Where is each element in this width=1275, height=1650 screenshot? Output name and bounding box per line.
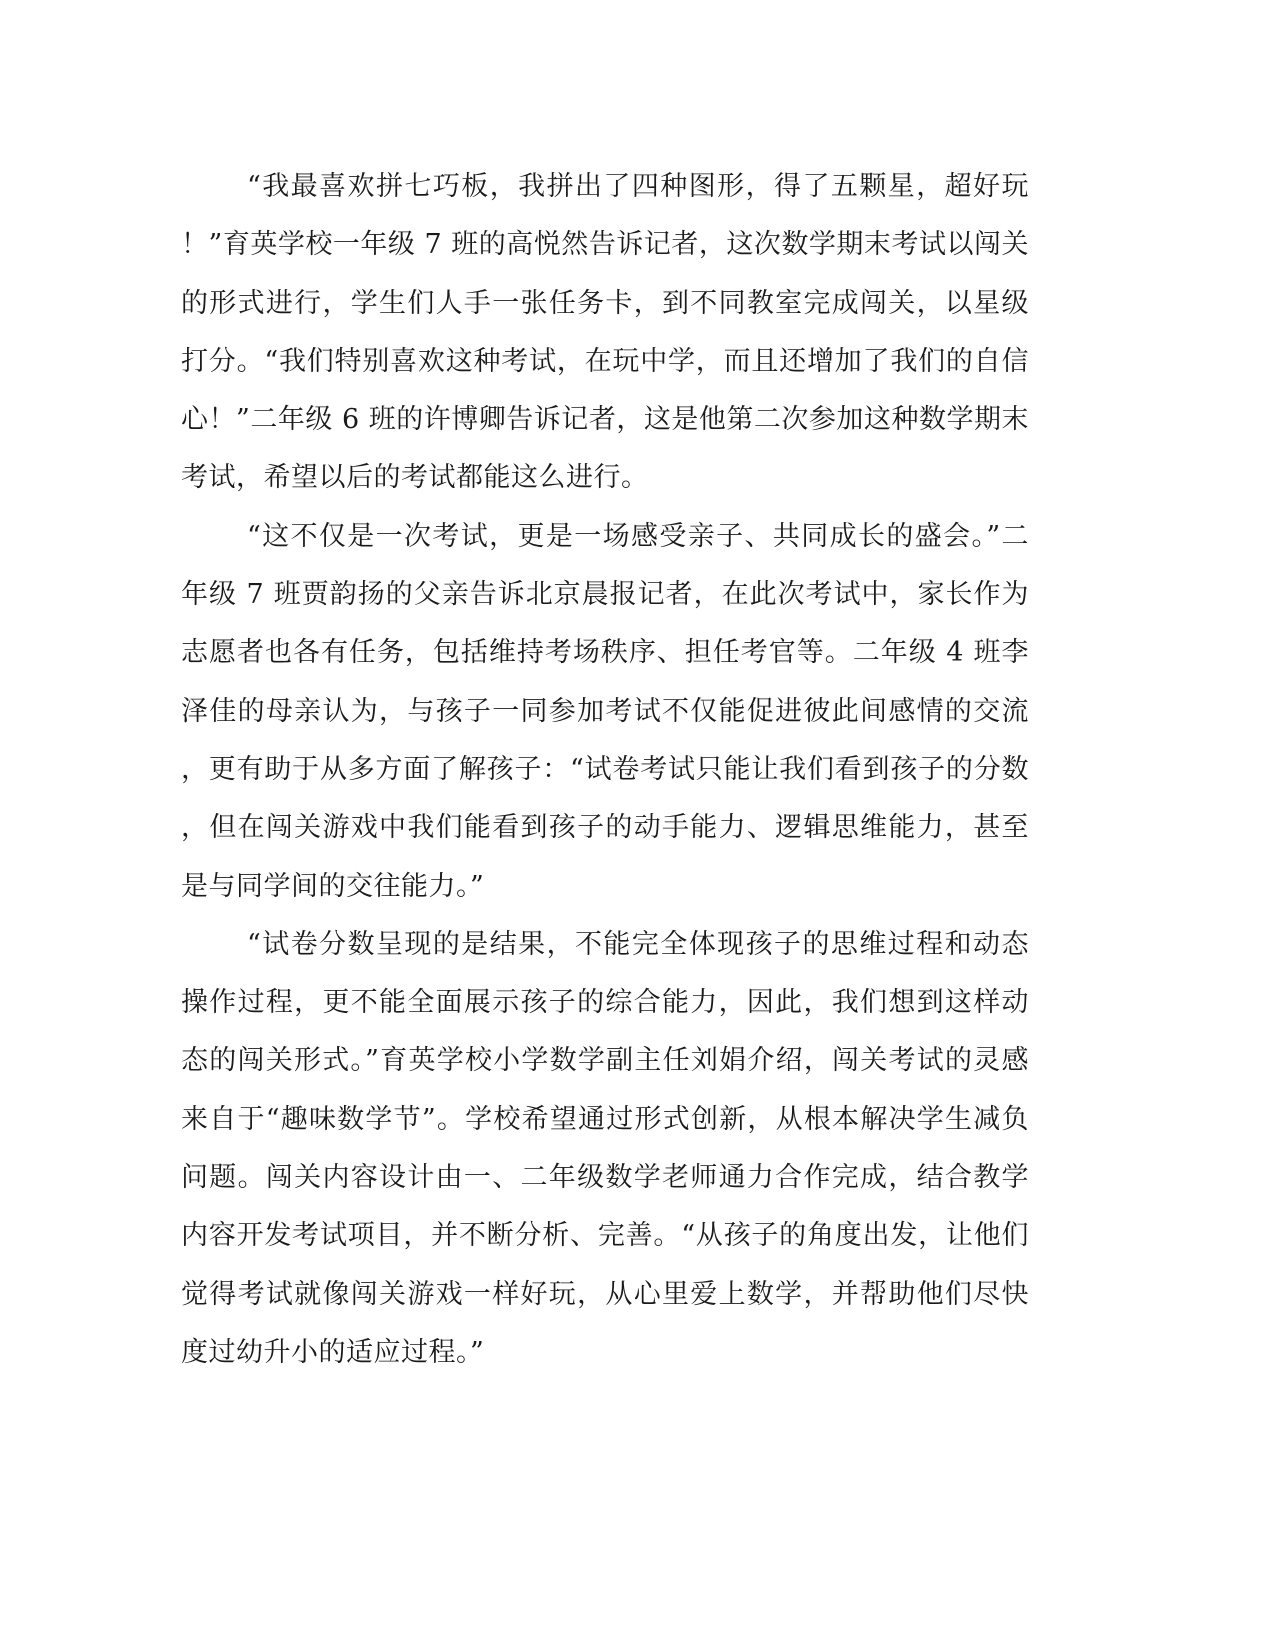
text-line: “试卷分数呈现的是结果，不能完全体现孩子的思维过程和动态 [247,928,1029,960]
text-line: 是与同学间的交往能力。” [181,870,485,902]
text-line: 考试，希望以后的考试都能这么进行。 [181,462,649,494]
paragraph-3 [181,916,1029,1382]
text-line: 觉得考试就像闯关游戏一样好玩，从心里爱上数学，并帮助他们尽快 [181,1278,1029,1310]
paragraph-1 [181,158,1029,508]
text-line: 的形式进行，学生们人手一张任务卡，到不同教室完成闯关，以星级 [181,287,1029,319]
text-line: 态的闯关形式。”育英学校小学数学副主任刘娟介绍，闯关考试的灵感 [181,1045,1029,1077]
text-line: 打分。“我们特别喜欢这种考试，在玩中学，而且还增加了我们的自信 [181,345,1029,377]
text-line: 内容开发考试项目，并不断分析、完善。“从孩子的角度出发，让他们 [181,1220,1029,1252]
paragraph-2 [181,508,1029,916]
text-line: ，更有助于从多方面了解孩子：“试卷考试只能让我们看到孩子的分数 [181,753,1029,785]
text-line: “这不仅是一次考试，更是一场感受亲子、共同成长的盛会。”二 [247,520,1029,552]
text-line: 心！”二年级 6 班的许博卿告诉记者，这是他第二次参加这种数学期末 [181,404,1029,436]
text-line: 来自于“趣味数学节”。学校希望通过形式创新，从根本解决学生减负 [181,1103,1029,1135]
text-line: ！”育英学校一年级 7 班的高悦然告诉记者，这次数学期末考试以闯关 [181,229,1029,261]
text-line: 度过幼升小的适应过程。” [181,1336,485,1368]
text-line: 年级 7 班贾韵扬的父亲告诉北京晨报记者，在此次考试中，家长作为 [181,579,1029,611]
text-line: 泽佳的母亲认为，与孩子一同参加考试不仅能促进彼此间感情的交流 [181,695,1029,727]
text-line: 志愿者也各有任务，包括维持考场秩序、担任考官等。二年级 4 班李 [181,637,1029,669]
text-line: ，但在闯关游戏中我们能看到孩子的动手能力、逻辑思维能力，甚至 [181,812,1029,844]
document-page [181,158,1029,1382]
text-line: 问题。闯关内容设计由一、二年级数学老师通力合作完成，结合教学 [181,1162,1029,1194]
text-line: “我最喜欢拼七巧板，我拼出了四种图形，得了五颗星，超好玩 [247,171,1029,202]
text-line: 操作过程，更不能全面展示孩子的综合能力，因此，我们想到这样动 [181,987,1029,1019]
